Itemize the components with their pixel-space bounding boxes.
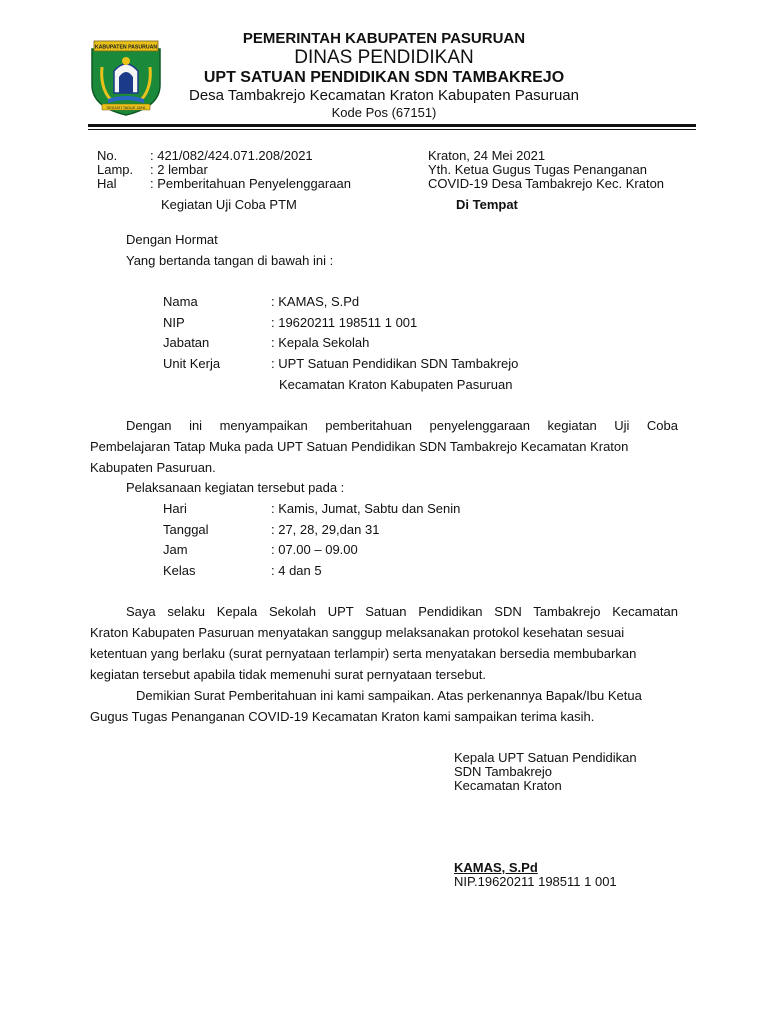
letterhead-school: UPT SATUAN PENDIDIKAN SDN TAMBAKREJO [203,69,565,86]
letterhead-divider-thick [88,124,696,127]
meta-no-label: No. [97,148,118,163]
greeting: Dengan Hormat [126,232,218,247]
signer-info-label: Nama [163,294,198,309]
meta-lamp-label: Lamp. [97,162,134,177]
para1-line1: Dengan ini menyampaikan pemberitahuan penyelenggaraan kegiatan Uji Coba [126,418,678,433]
signer-info-label: Unit Kerja [163,356,221,371]
meta-hal-value-cont: Kegiatan Uji Coba PTM [161,197,297,212]
para2-line4: kegiatan tersebut apabila tidak memenuhi surat pernyataan tersebut. [90,667,487,682]
recipient-place: Di Tempat [456,197,518,212]
letterhead-postcode: Kode Pos (67151) [331,105,437,120]
para1-line2: Pembelajaran Tatap Muka pada UPT Satuan Pendidikan SDN Tambakrejo Kecamatan Kraton [90,439,629,454]
schedule-label: Jam [163,542,188,557]
signer-info-label: NIP [163,315,185,330]
signer-info-value: : KAMAS, S.Pd [271,294,360,309]
schedule-label: Tanggal [163,522,209,537]
meta-no-value: : 421/082/424.071.208/2021 [150,148,313,163]
recipient-line1: Yth. Ketua Gugus Tugas Penanganan [428,162,648,177]
signature-title1: Kepala UPT Satuan Pendidikan [454,750,637,765]
schedule-value: : 07.00 – 09.00 [271,542,358,557]
meta-hal-value: : Pemberitahuan Penyelenggaraan [150,176,351,191]
letterhead-government: PEMERINTAH KABUPATEN PASURUAN [242,30,526,47]
signer-info-value: : 19620211 198511 1 001 [271,315,418,330]
signer-info-label: Jabatan [163,335,210,350]
para2-line2: Kraton Kabupaten Pasuruan menyatakan sanggup melaksanakan protokol kesehatan sesuai [90,625,625,640]
meta-hal-label: Hal [97,176,117,191]
schedule-intro: Pelaksanaan kegiatan tersebut pada : [126,480,345,495]
intro-text: Yang bertanda tangan di bawah ini : [126,253,334,268]
logo-banner-text: KABUPATEN PASURUAN [94,44,158,51]
letter-date: Kraton, 24 Mei 2021 [428,148,546,163]
schedule-value: : Kamis, Jumat, Sabtu dan Senin [271,501,461,516]
letterhead-divider-thin [88,129,696,130]
para3-line2: Gugus Tugas Penanganan COVID-19 Kecamatan Kraton kami sampaikan terima kasih. [90,709,595,724]
signature-name: KAMAS, S.Pd [454,860,538,875]
para2-line3: ketentuan yang berlaku (surat pernyataan terlampir) serta menyatakan bersedia membubarkan [90,646,637,661]
schedule-value: : 27, 28, 29,dan 31 [271,522,380,537]
schedule-label: Hari [163,501,187,516]
schedule-value: : 4 dan 5 [271,563,322,578]
recipient-line2: COVID-19 Desa Tambakrejo Kec. Kraton [428,176,665,191]
para2-line1: Saya selaku Kepala Sekolah UPT Satuan Pendidikan SDN Tambakrejo Kecamatan [126,604,678,619]
letterhead-address: Desa Tambakrejo Kecamatan Kraton Kabupaten Pasuruan [189,87,579,104]
signer-unit-cont: Kecamatan Kraton Kabupaten Pasuruan [279,377,513,392]
meta-lamp-value: : 2 lembar [150,162,208,177]
signer-info-value: : Kepala Sekolah [271,335,370,350]
schedule-label: Kelas [163,563,196,578]
para1-line3: Kabupaten Pasuruan. [90,460,216,475]
signature-nip: NIP.19620211 198511 1 001 [454,874,617,889]
signer-info-value: : UPT Satuan Pendidikan SDN Tambakrejo [271,356,519,371]
para3-line1: Demikian Surat Pemberitahuan ini kami sampaikan. Atas perkenannya Bapak/Ibu Ketua [136,688,642,703]
letterhead-agency: DINAS PENDIDIKAN [294,47,474,68]
logo-motto-text: SEDJATI TADUK JAYA [106,105,146,110]
signature-title3: Kecamatan Kraton [454,778,562,793]
signature-title2: SDN Tambakrejo [454,764,553,779]
